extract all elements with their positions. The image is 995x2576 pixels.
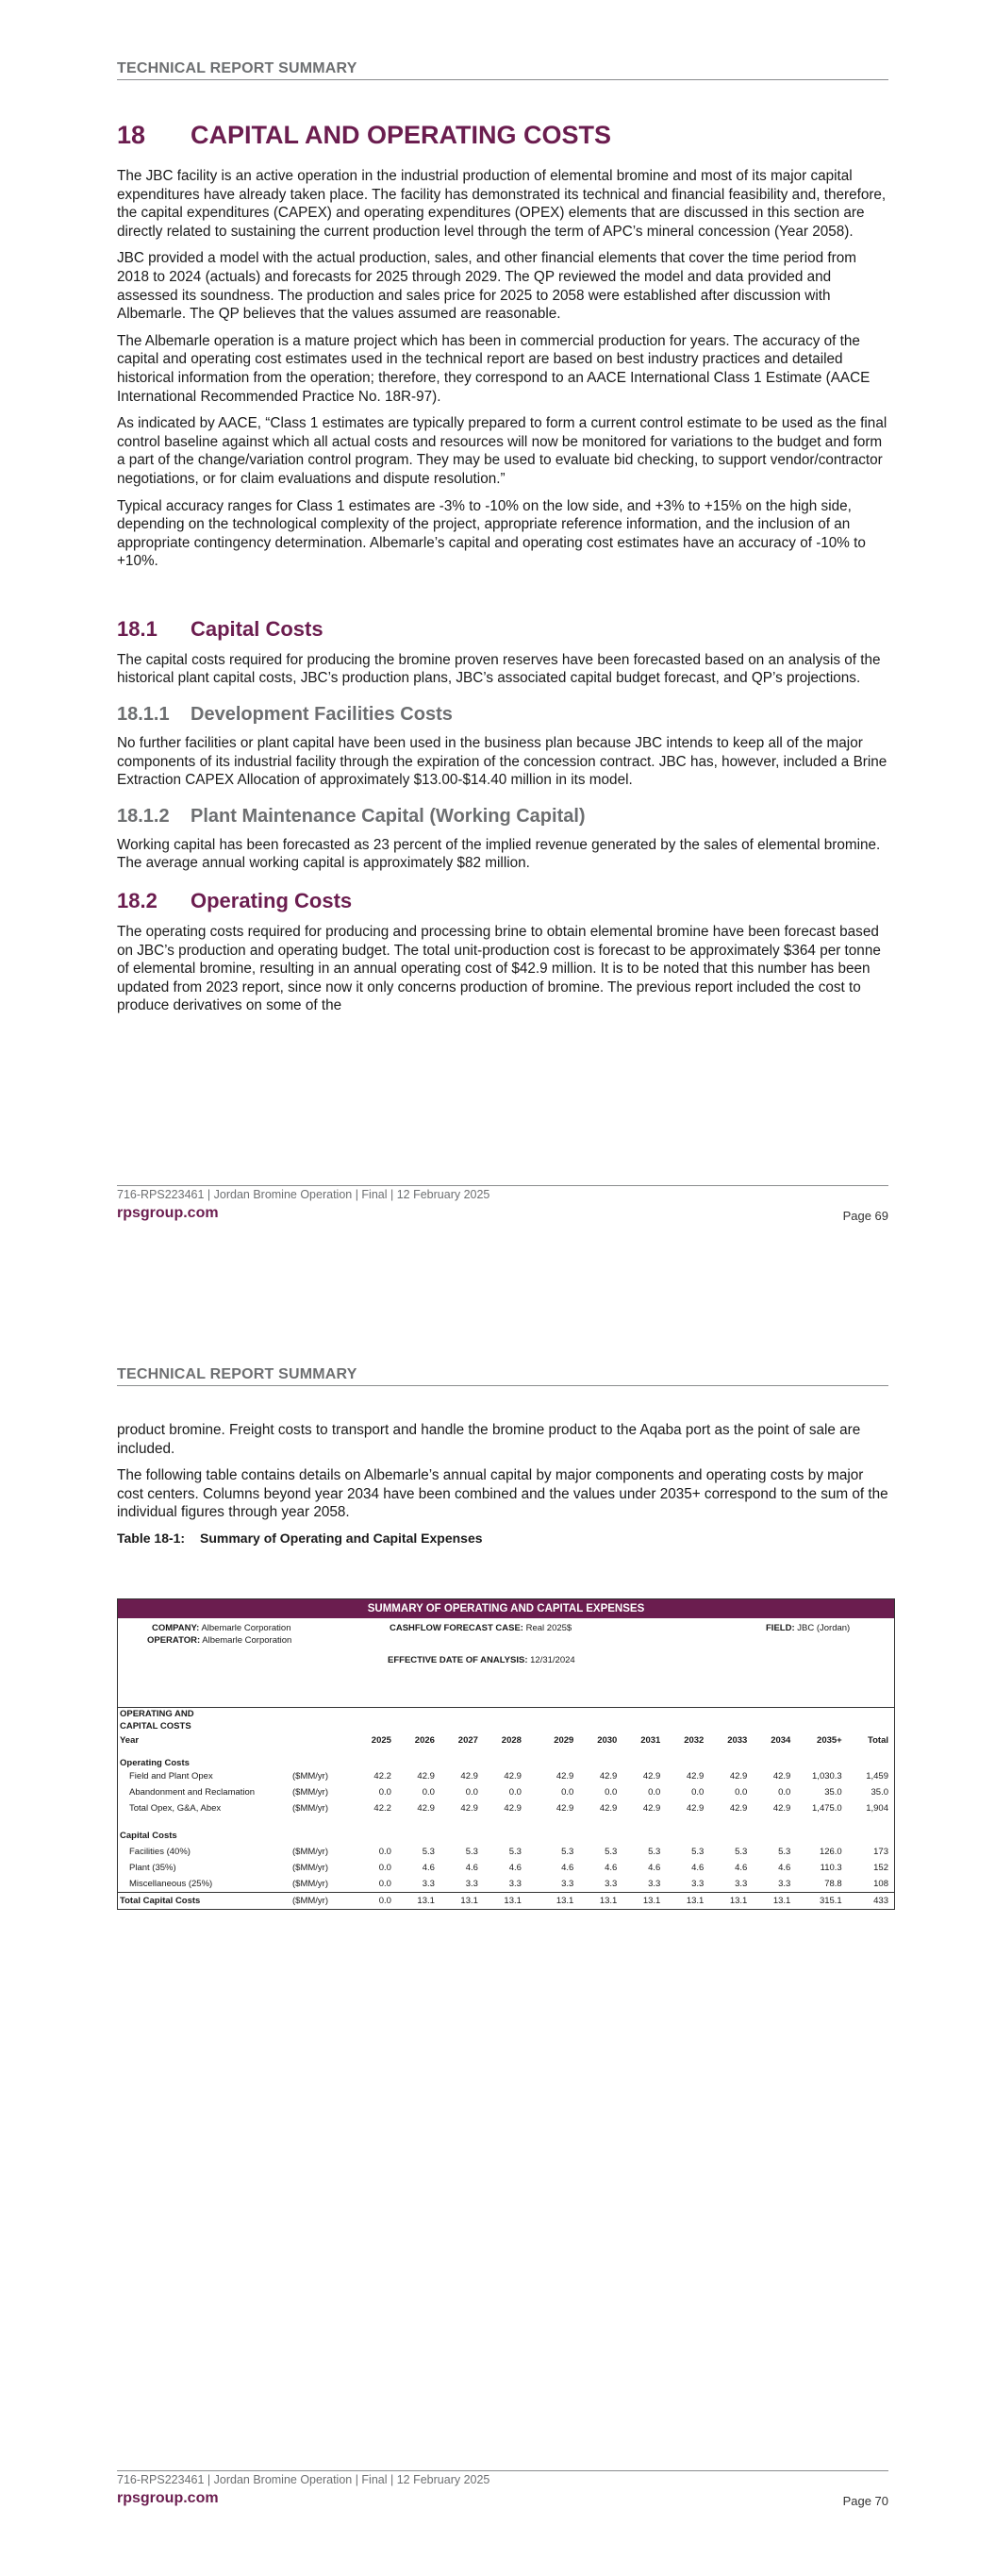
footer-brand-link[interactable]: rpsgroup.com [117,2490,219,2506]
table-cell: 0.0 [378,1787,391,1798]
section-title: CAPITAL AND OPERATING COSTS [191,121,612,149]
spacer-row [118,1816,894,1828]
section-number: 18.1.1 [117,704,170,726]
table-cell: 42.2 [373,1803,391,1814]
table-cell: 42.9 [460,1771,478,1781]
section-title: Plant Maintenance Capital (Working Capital) [191,805,586,827]
year-header: 2028 [501,1735,522,1746]
table-cell: 4.6 [422,1863,435,1873]
paragraph: No further facilities or plant capital have been used in the business plan because JBC intends to keep all of the major components of its industrial facility through the expiration of the concession contract. JBC has, however, included a Brine Extraction CAPEX Allocation of approximately $13.00-$14.40 million in its model. [117,735,887,789]
year-label: Year [120,1735,140,1746]
year-header: 2025 [371,1735,391,1746]
table-caption [117,1531,888,1546]
section-18-1-heading [117,617,888,642]
table-cell: 110.3 [820,1863,842,1873]
year-header: 2029 [554,1735,574,1746]
table-cell: 13.1 [440,1893,484,1910]
section-title: Capital Costs [191,616,323,641]
footer-doc-info: 716-RPS223461 | Jordan Bromine Operation | Final | 12 February 2025 [117,2473,490,2486]
table-cell: 42.2 [373,1771,391,1781]
row-unit: ($MM/yr) [292,1879,328,1889]
table-cell: 0.0 [465,1787,478,1798]
year-header: 2033 [727,1735,748,1746]
table-cell: 3.3 [561,1879,574,1889]
group-row [118,1748,894,1768]
total-row [118,1893,894,1910]
section-18-2-heading [117,889,888,913]
operator-value: Albemarle Corporation [202,1635,292,1646]
section-title: Operating Costs [191,889,353,913]
table-cell: 4.6 [465,1863,478,1873]
table-cell: 42.9 [504,1803,522,1814]
footer-rule [117,2470,888,2471]
row-unit: ($MM/yr) [292,1847,328,1857]
table-cell: 0.0 [648,1787,661,1798]
table-cell: 4.6 [648,1863,661,1873]
paragraph: Typical accuracy ranges for Class 1 estimates are -3% to -10% on the low side, and +3% to +15% on the high side, depending on the technological complexity of the project, appropriate reference information, and the inclusion of an appropriate contingency determination. Albemarle’s capital and operating cost estimates have an accuracy of -10% to +10%. [117,497,866,570]
table-cell: 3.3 [691,1879,705,1889]
table-cell: 42.9 [599,1803,618,1814]
paragraph: The JBC facility is an active operation in the industrial production of elemental bromine and most of its major capital expenditures have already taken place. The facility has demonstrated its technical and financial feasibility and, therefore, the capital expenditures (CAPEX) and operating expenditures (OPEX) elements that are discussed in this section are directly related to sustaining the current production level through the term of APC’s mineral concession (Year 2058). [117,168,887,240]
table-row [118,1800,894,1816]
table-cell: 42.9 [642,1771,661,1781]
table-cell: 4.6 [605,1863,618,1873]
row-unit: ($MM/yr) [292,1803,328,1814]
table-cell: 42.9 [460,1803,478,1814]
table-cell: 3.3 [778,1879,791,1889]
company-value: Albemarle Corporation [201,1623,291,1633]
row-unit: ($MM/yr) [290,1893,348,1910]
year-header: 2031 [640,1735,661,1746]
table-row [118,1876,894,1893]
section-number: 18.1 [117,616,158,641]
table-cell: 3.3 [508,1879,522,1889]
group-row [118,1828,894,1844]
table-cell: 0.0 [735,1787,748,1798]
field-row [766,1623,850,1633]
table-cell: 315.1 [796,1893,847,1910]
section-head-label-1: OPERATING AND [120,1709,194,1719]
table-row [118,1860,894,1876]
table-cell: 13.1 [484,1893,527,1910]
table-cell: 13.1 [709,1893,753,1910]
table-cell: 13.1 [397,1893,440,1910]
table-cell: 3.3 [735,1879,748,1889]
row-label: Field and Plant Opex [129,1771,213,1781]
paragraph: As indicated by AACE, “Class 1 estimates are typically prepared to form a current control estimate to be used as the final control baseline against which all actual costs and resources will now be monitored for variations to the budget and form a part of the change/variation control program. They may be used to evaluate bid checking, to support vendor/contractor negotiations, or for claim evaluations and dispute resolution.” [117,415,887,487]
row-label: Miscellaneous (25%) [129,1879,213,1889]
section-title: Development Facilities Costs [191,704,453,726]
table-banner: SUMMARY OF OPERATING AND CAPITAL EXPENSES [118,1599,894,1618]
table-cell: 0.0 [378,1847,391,1857]
page-number: Page 70 [842,2494,888,2508]
table-cell: 42.9 [599,1771,618,1781]
operator-row [147,1635,291,1646]
cashflow-label: CASHFLOW FORECAST CASE: [390,1623,523,1633]
section-18-1-2-heading [117,806,888,828]
year-header: Total [868,1735,888,1746]
table-cell: 5.3 [605,1847,618,1857]
footer-brand-link[interactable]: rpsgroup.com [117,1205,219,1221]
opex-capex-table [117,1598,895,1910]
table-cell: 13.1 [753,1893,796,1910]
paragraph: The Albemarle operation is a mature project which has been in commercial production for years. The accuracy of the capital and operating cost estimates used in the technical report are based on best industry practices and detailed historical information from the operation; therefore, they correspond to an AACE International Class 1 Estimate (AACE International Recommended Practice No. 18R-97). [117,332,871,405]
table-cell: 0.0 [778,1787,791,1798]
table-row [118,1768,894,1784]
table-cell: 4.6 [778,1863,791,1873]
table-cell: 3.3 [465,1879,478,1889]
table-cell: 3.3 [422,1879,435,1889]
table-cell: 4.6 [691,1863,705,1873]
paragraph: Working capital has been forecasted as 23 percent of the implied revenue generated by the sales of elemental bromine. The average annual working capital is approximately $82 million. [117,836,881,872]
row-label: Plant (35%) [129,1863,176,1873]
table-cell: 42.9 [504,1771,522,1781]
financial-table [118,1707,894,1909]
table-cell: 0.0 [348,1893,397,1910]
table-meta [118,1618,894,1707]
section-head-row [118,1708,894,1721]
running-header: TECHNICAL REPORT SUMMARY [117,60,888,80]
footer-rule [117,1185,888,1186]
paragraph: The operating costs required for producing and processing brine to obtain elemental bromine have been forecast based on JBC’s production and operating budget. The total unit-production cost is forecast to be approximately $364 per tonne of elemental bromine, resulting in an annual operating cost of $42.9 million. It is to be noted that this number has been updated from 2023 report, since now it only concerns production of bromine. The previous report included the cost to produce derivatives on some of the [117,924,881,1014]
effective-date-row [388,1655,575,1665]
year-header: 2032 [684,1735,705,1746]
table-cell: 5.3 [508,1847,522,1857]
operating-rows [118,1768,894,1816]
table-cell: 35.0 [824,1787,842,1798]
operator-label: OPERATOR: [147,1635,201,1646]
table-cell: 42.9 [417,1803,435,1814]
table-cell: 5.3 [691,1847,705,1857]
table-cell: 4.6 [735,1863,748,1873]
row-unit: ($MM/yr) [292,1863,328,1873]
operating-costs-label: Operating Costs [120,1758,190,1768]
paragraph: The capital costs required for producing the bromine proven reserves have been forecasted based on an analysis of the historical plant capital costs, JBC’s production plans, JBC’s associated capital budget forecast, and QP’s projections. [117,651,881,687]
capital-rows [118,1844,894,1893]
paragraph: product bromine. Freight costs to transport and handle the bromine product to the Aqaba port as the point of sale are included. [117,1422,861,1457]
cashflow-row [390,1623,572,1633]
field-value: JBC (Jordan) [797,1623,851,1633]
section-18-heading [117,121,888,150]
table-cell: 5.3 [648,1847,661,1857]
table-cell: 0.0 [605,1787,618,1798]
table-cell: 13.1 [527,1893,579,1910]
table-cell: 0.0 [508,1787,522,1798]
table-cell: 1,459 [866,1771,888,1781]
table-cell: 42.9 [772,1771,791,1781]
table-cell: 42.9 [556,1771,574,1781]
row-label: Total Capital Costs [118,1893,290,1910]
table-cell: 5.3 [778,1847,791,1857]
year-header-row [118,1732,894,1748]
table-number: Table 18-1: [117,1530,186,1546]
table-cell: 42.9 [772,1803,791,1814]
table-cell: 5.3 [561,1847,574,1857]
section-head-label-2: CAPITAL COSTS [120,1721,191,1731]
paragraph: JBC provided a model with the actual production, sales, and other financial elements that cover the time period from 2018 to 2024 (actuals) and forecasts for 2025 through 2029. The QP reviewed the model and data provided and assessed its soundness. The production and sales price for 2025 to 2058 were established after discussion with Albemarle. The QP believes that the values assumed are reasonable. [117,250,856,323]
table-cell: 42.9 [686,1771,705,1781]
table-cell: 13.1 [666,1893,709,1910]
table-cell: 5.3 [422,1847,435,1857]
year-header: 2026 [414,1735,435,1746]
table-cell: 3.3 [648,1879,661,1889]
table-cell: 0.0 [691,1787,705,1798]
page-69-content [117,121,888,1024]
row-label: Facilities (40%) [129,1847,191,1857]
table-cell: 3.3 [605,1879,618,1889]
table-row [118,1844,894,1860]
table-cell: 1,904 [866,1803,888,1814]
table-cell: 1,475.0 [812,1803,842,1814]
paragraph: The following table contains details on Albemarle’s annual capital by major components and operating costs by major cost centers. Columns beyond year 2034 have been combined and the values under 2035+ correspond to the sum of the individual figures through year 2058. [117,1467,888,1521]
table-cell: 13.1 [622,1893,666,1910]
table-title: Summary of Operating and Capital Expenses [200,1530,483,1546]
row-unit: ($MM/yr) [292,1787,328,1798]
table-cell: 108 [873,1879,888,1889]
table-cell: 35.0 [871,1787,888,1798]
table-cell: 0.0 [422,1787,435,1798]
field-label: FIELD: [766,1623,795,1633]
table-cell: 173 [873,1847,888,1857]
section-number: 18.2 [117,889,158,913]
row-label: Abandonment and Reclamation [129,1787,256,1798]
table-cell: 0.0 [378,1879,391,1889]
capital-costs-label: Capital Costs [120,1831,177,1841]
row-label: Total Opex, G&A, Abex [129,1803,222,1814]
table-cell: 1,030.3 [812,1771,842,1781]
unit-spacer [290,1732,348,1748]
year-header: 2027 [457,1735,478,1746]
page-70-content [117,1421,888,1546]
section-number: 18.1.2 [117,805,170,827]
year-header: 2035+ [817,1735,842,1746]
table-cell: 433 [848,1893,894,1910]
running-header: TECHNICAL REPORT SUMMARY [117,1366,888,1386]
table-cell: 13.1 [579,1893,622,1910]
table-cell: 42.9 [686,1803,705,1814]
table-cell: 126.0 [819,1847,842,1857]
year-header: 2030 [597,1735,618,1746]
table-cell: 78.8 [824,1879,842,1889]
table-cell: 4.6 [508,1863,522,1873]
effective-date-value: 12/31/2024 [530,1655,575,1665]
table-row [118,1784,894,1800]
cashflow-value: Real 2025$ [525,1623,572,1633]
table-cell: 4.6 [561,1863,574,1873]
table-cell: 42.9 [417,1771,435,1781]
effective-date-label: EFFECTIVE DATE OF ANALYSIS: [388,1655,528,1665]
table-cell: 0.0 [561,1787,574,1798]
page-70 [0,1288,995,2576]
table-cell: 42.9 [556,1803,574,1814]
page-number: Page 69 [842,1209,888,1223]
company-label: COMPANY: [152,1623,200,1633]
row-unit: ($MM/yr) [292,1771,328,1781]
total-rows [118,1893,894,1910]
table-cell: 42.9 [729,1803,748,1814]
table-cell: 152 [873,1863,888,1873]
table-cell: 42.9 [642,1803,661,1814]
table-cell: 42.9 [729,1771,748,1781]
section-head-row [118,1720,894,1732]
company-row [152,1623,290,1633]
year-header: 2034 [771,1735,791,1746]
footer-doc-info: 716-RPS223461 | Jordan Bromine Operation | Final | 12 February 2025 [117,1188,490,1201]
table-cell: 5.3 [465,1847,478,1857]
section-number: 18 [117,121,146,149]
table-cell: 0.0 [378,1863,391,1873]
section-18-1-1-heading [117,704,888,726]
table-cell: 5.3 [735,1847,748,1857]
